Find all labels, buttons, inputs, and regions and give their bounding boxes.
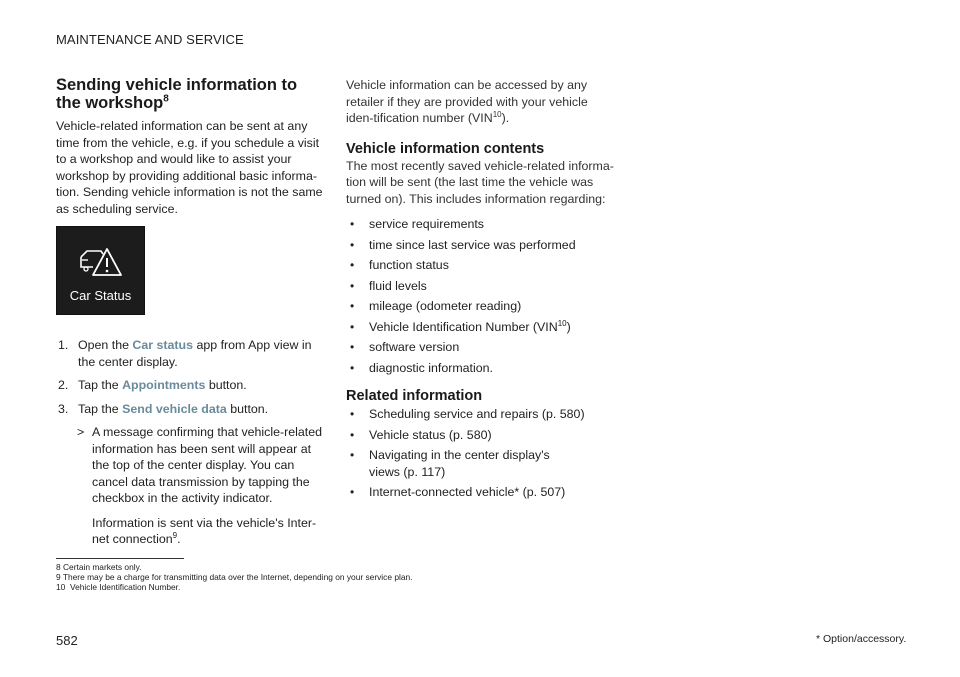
section-title: Sending vehicle information to the workshop$^8$ [56, 76, 298, 112]
list-item: • mileage (odometer reading) [346, 298, 618, 315]
ui-term: Send vehicle data [122, 401, 227, 416]
related-link[interactable]: • Vehicle status (p. 580) [346, 427, 618, 444]
footnote: 10 Vehicle Identification Number. [56, 582, 181, 592]
section-header: MAINTENANCE AND SERVICE [56, 32, 244, 47]
step-item: 2. Tap the Appointments button. [58, 378, 247, 392]
contents-list [346, 216, 618, 376]
ui-term: Appointments [122, 378, 206, 392]
footnote-ref: 10 [492, 109, 502, 119]
intro-paragraph: Vehicle-related information can be sent at any time from the vehicle, e.g. if you schedule a visit to a workshop and would like to assist your workshop by providing additional basic informa-tion. Sending vehicle information is not the same as scheduling service. [56, 119, 323, 216]
related-link[interactable]: • Scheduling service and repairs (p. 580) [346, 406, 618, 423]
footnote-ref: 8 [163, 93, 169, 105]
right-column [346, 77, 618, 505]
step-result: > A message confirming that vehicle-related information has been sent will appear at the top of the center display. You can cancel data transmission by tapping the checkbox in the activity indicator. Information is sent via the vehicle's Inter-net connection$^9$. [77, 425, 323, 546]
footnote-divider [56, 558, 184, 559]
steps-list [56, 337, 324, 548]
footnote-ref: 9 [172, 530, 178, 540]
related-link[interactable]: • Navigating in the center display's views (p. 117) [346, 447, 579, 480]
list-item: • diagnostic information. [346, 360, 618, 377]
step-item: 3. Tap the Send vehicle data button. [58, 401, 269, 416]
left-column [56, 76, 324, 548]
result-note: Information is sent via the vehicle's Inter-net connection$^9$. [92, 515, 317, 546]
list-item: • Vehicle Identification Number (VIN$^{10}$) [346, 319, 618, 336]
ui-term: Car status [132, 338, 194, 352]
contents-heading: Vehicle information contents [346, 140, 545, 157]
list-item: • time since last service was performed [346, 237, 618, 254]
car-warning-icon [79, 245, 123, 279]
list-item: • service requirements [346, 216, 618, 233]
footnote-ref: 10 [557, 318, 567, 328]
car-status-app-tile [56, 226, 145, 315]
page-number: 582 [56, 633, 78, 648]
footnote: 9 There may be a charge for transmitting data over the Internet, depending on your service plan. [56, 572, 413, 582]
related-link[interactable]: • Internet-connected vehicle* (p. 507) [346, 484, 618, 501]
option-note: * Option/accessory. [816, 633, 907, 645]
related-heading: Related information [346, 388, 483, 404]
tile-label: Car Status [69, 288, 132, 303]
related-list [346, 406, 618, 501]
list-item: • software version [346, 339, 618, 356]
step-item: 1. Open the Car status app from App view in the center display. [58, 338, 312, 369]
access-paragraph: Vehicle information can be accessed by any retailer if they are provided with your vehicle iden-tification number (VIN$^{10}$). [346, 78, 588, 125]
footnote: 8 Certain markets only. [56, 562, 142, 572]
list-item: • function status [346, 257, 618, 274]
list-item: • fluid levels [346, 278, 618, 295]
contents-paragraph: The most recently saved vehicle-related informa-tion will be sent (the last time the vehicle was turned on). This includes information regarding: [346, 158, 614, 206]
